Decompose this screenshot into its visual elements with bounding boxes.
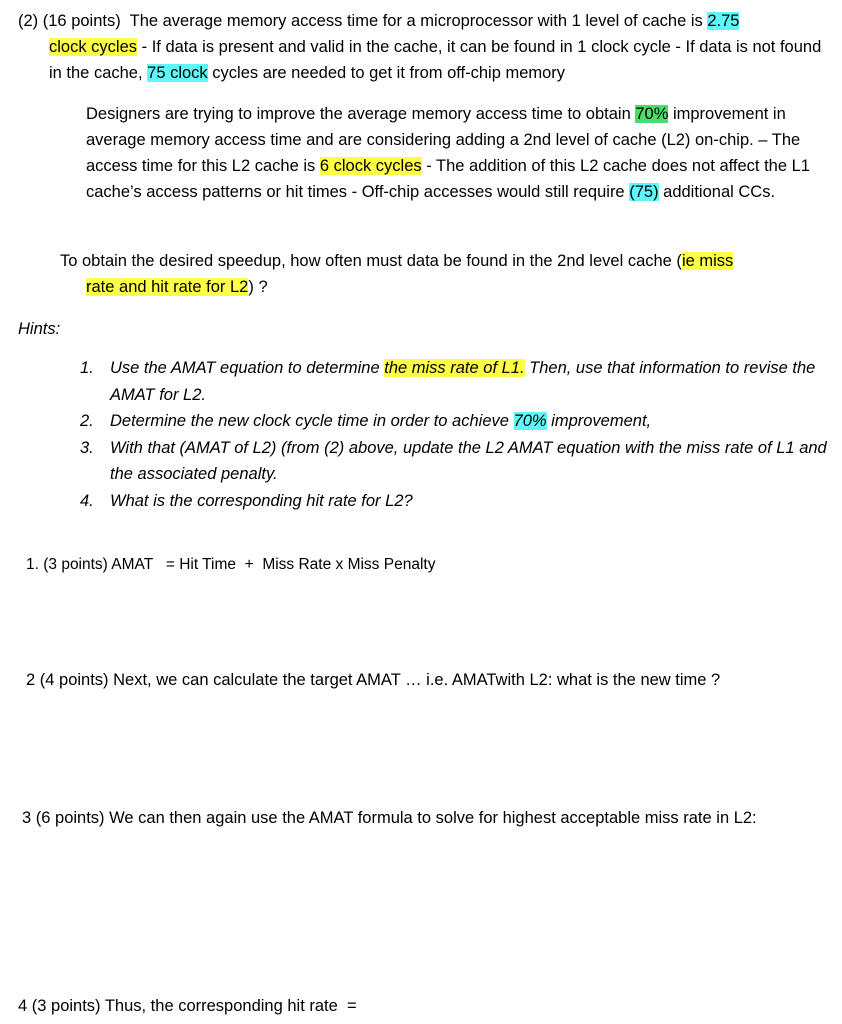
hint-number: 1.	[80, 359, 94, 377]
designers-text-4: additional CCs.	[663, 183, 776, 201]
hint-text: With that (AMAT of L2) (from (2) above, update the L2 AMAT equation with the miss rate of L1 and the associated penalty.	[110, 438, 827, 483]
hint-item	[80, 355, 830, 408]
hint-number: 4.	[80, 491, 94, 510]
problem-text: The average memory access time for a microprocessor with 1 level of cache is	[129, 12, 703, 30]
hint-item	[80, 408, 830, 435]
amat-unit-highlight: clock cycles	[49, 38, 138, 56]
hints-label: Hints:	[18, 320, 61, 338]
hint-text-2: Then, use that information to revise the AMAT for L2.	[110, 359, 816, 404]
designers-paragraph	[86, 101, 826, 205]
hint-item	[80, 488, 830, 515]
hint-text: What is the corresponding hit rate for L2?	[110, 491, 413, 510]
l2-time-highlight: 6 clock cycles	[319, 157, 422, 175]
improvement-pct-highlight: 70%	[635, 105, 669, 123]
hints-list	[80, 355, 830, 514]
miss-cycles-highlight: 75 clock	[147, 64, 208, 82]
question: To obtain the desired speedup, how often must data be found in the 2nd level cache (ie miss rate and hit rate for L2) ?	[60, 252, 734, 296]
hint-item	[80, 435, 830, 488]
part-1-question: 1. (3 points) AMAT = Hit Time + Miss Rate x Miss Penalty	[26, 556, 436, 573]
hint-text: Determine the new clock cycle time in order to achieve	[110, 412, 509, 430]
problem-text-2: - If data is present and valid in the cache, it can be found in 1 clock cycle - If data is not found in the cache,	[49, 38, 822, 82]
hint-highlight: the miss rate of L1.	[384, 359, 525, 377]
part-3-text: 3 (6 points) We can then again use the AMAT formula to solve for highest acceptable miss rate in L2:	[22, 809, 757, 827]
problem-points: (16 points)	[42, 12, 121, 30]
hint-text-2: improvement,	[551, 412, 652, 430]
part-2-question: 2 (4 points) Next, we can calculate the target AMAT … i.e. AMATwith L2: what is the new time ?	[26, 671, 721, 689]
offchip-highlight: (75)	[629, 183, 659, 201]
designers-text-2: improvement in average memory access time and are considering adding a 2nd level of cache (L2) on-chip. – The access time for this L2 cache is	[86, 105, 801, 175]
problem-text-3: cycles are needed to get it from off-chip memory	[212, 64, 566, 82]
part-3-question	[18, 805, 833, 831]
amat-value-highlight: 2.75	[707, 12, 740, 30]
problem-number: (2)	[18, 12, 39, 30]
part-4-question: 4 (3 points) Thus, the corresponding hit rate =	[18, 997, 357, 1015]
hint-highlight: 70%	[513, 412, 547, 430]
hint-text: Use the AMAT equation to determine	[110, 359, 380, 377]
hint-number: 2.	[80, 412, 94, 430]
designers-text: Designers are trying to improve the average memory access time to obtain	[86, 105, 631, 123]
designers-text-3: - The addition of this L2 cache does not affect the L1 cache’s access patterns or hit times - Off-chip accesses would still require	[86, 157, 810, 201]
problem-intro	[18, 8, 838, 86]
hint-number: 3.	[80, 438, 94, 457]
